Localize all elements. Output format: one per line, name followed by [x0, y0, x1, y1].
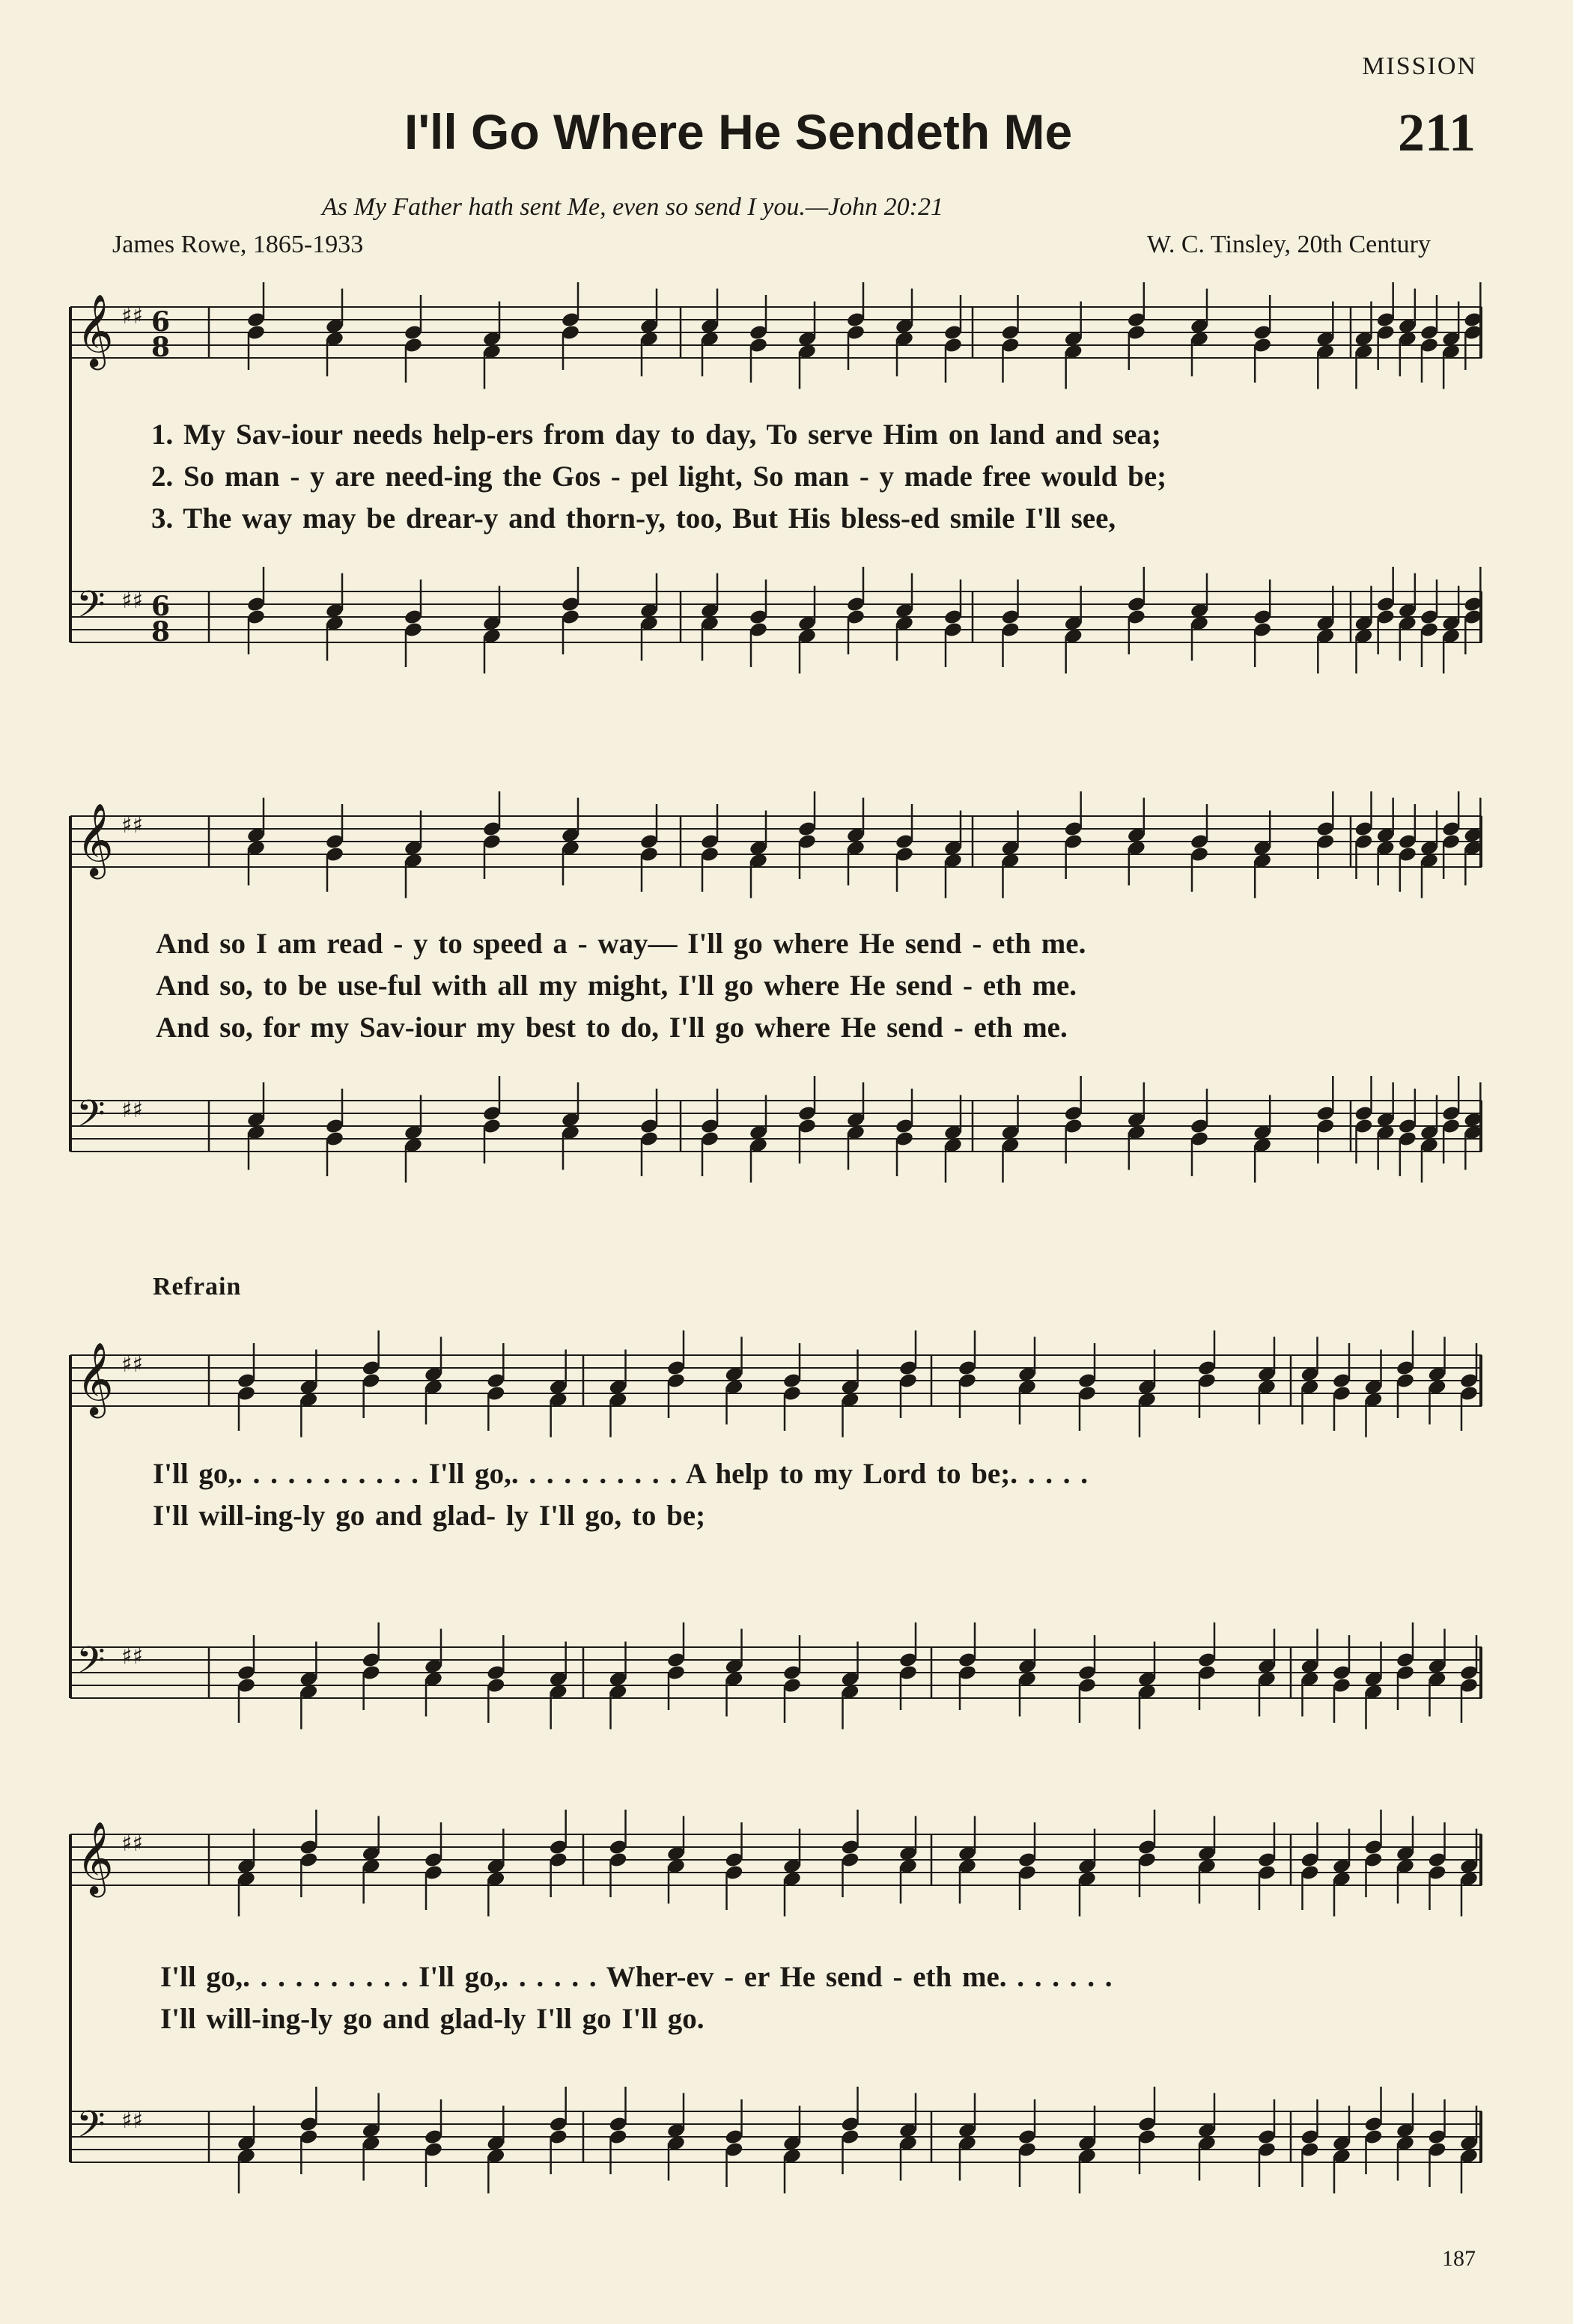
key-signature-icon: ♯♯ [121, 303, 144, 329]
lyric-line-refrain-2: I'll will-ing-ly go and glad-ly I'll go I'll go. [160, 2003, 705, 2035]
scripture-epigraph: As My Father hath sent Me, even so send I you.—John 20:21 [322, 193, 943, 221]
key-signature-icon: ♯♯ [121, 1351, 144, 1378]
bass-staff [70, 1076, 1482, 1183]
key-signature-icon: ♯♯ [121, 1097, 144, 1123]
hymn-number: 211 [1397, 103, 1476, 162]
lyric-line-verse-1: And so I am read - y to speed a - way— I'll go where He send - eth me. [156, 928, 1086, 960]
staff-system-2 [63, 779, 1482, 1228]
treble-staff [70, 282, 1482, 389]
time-signature-bottom: 8 [151, 332, 171, 363]
lyric-line-refrain-1: I'll go,. . . . . . . . . . . I'll go,. . . . . . . . . . A help to my Lord to be;. . . . . [153, 1458, 1088, 1490]
key-signature-icon: ♯♯ [121, 1643, 144, 1670]
lyric-line-verse-1: 1. My Sav-iour needs help-ers from day to day, To serve Him on land and sea; [151, 419, 1161, 451]
lyric-line-verse-3: And so, for my Sav-iour my best to do, I'll go where He send - eth me. [156, 1012, 1068, 1044]
time-signature-top: 6 [151, 306, 171, 338]
lyric-line-refrain-1: I'll go,. . . . . . . . . . I'll go,. . . . . . Wher-ev - er He send - eth me. . . . . . . [160, 1961, 1113, 1993]
music-system-1 [63, 270, 1482, 719]
hymn-title: I'll Go Where He Sendeth Me [404, 104, 1073, 159]
lyric-line-verse-3: 3. The way may be drear-y and thorn-y, too, But His bless-ed smile I'll see, [151, 502, 1116, 535]
treble-clef-icon: 𝄞 [76, 293, 114, 367]
treble-clef-icon: 𝄞 [76, 1342, 114, 1415]
lyric-line-verse-2: 2. So man - y are need-ing the Gos - pel light, So man - y made free would be; [151, 460, 1167, 493]
music-system-2 [63, 779, 1482, 1228]
music-system-3 [63, 1273, 1482, 1767]
key-signature-icon: ♯♯ [121, 1831, 144, 1857]
page-number: 187 [1442, 2246, 1476, 2271]
treble-staff [70, 1810, 1482, 1917]
treble-clef-icon: 𝄞 [76, 803, 114, 876]
staff-system-3 [63, 1303, 1482, 1767]
bass-staff [70, 1622, 1482, 1730]
time-signature-bottom: 8 [151, 616, 171, 648]
key-signature-icon: ♯♯ [121, 812, 144, 839]
treble-staff [70, 1330, 1482, 1438]
refrain-label: Refrain [153, 1273, 242, 1301]
bass-clef-icon: 𝄢 [76, 1639, 106, 1691]
lyric-line-refrain-2: I'll will-ing-ly go and glad- ly I'll go, to be; [153, 1500, 706, 1532]
bass-staff [70, 567, 1482, 674]
key-signature-icon: ♯♯ [121, 2108, 144, 2134]
composer-credit: W. C. Tinsley, 20th Century [1146, 231, 1431, 258]
key-signature-icon: ♯♯ [121, 588, 144, 614]
bass-clef-icon: 𝄢 [76, 1092, 106, 1145]
treble-clef-icon: 𝄞 [76, 1821, 114, 1894]
music-system-4 [63, 1789, 1482, 2239]
lyricist-credit: James Rowe, 1865-1933 [112, 231, 364, 258]
bass-staff [70, 2087, 1482, 2194]
time-signature-top: 6 [151, 591, 171, 622]
lyric-line-verse-2: And so, to be use-ful with all my might, I'll go where He send - eth me. [156, 970, 1077, 1002]
bass-clef-icon: 𝄢 [76, 583, 106, 636]
bass-clef-icon: 𝄢 [76, 2103, 106, 2156]
category-label: MISSION [1362, 52, 1477, 80]
staff-system-1 [63, 270, 1482, 719]
treble-staff [70, 791, 1482, 898]
